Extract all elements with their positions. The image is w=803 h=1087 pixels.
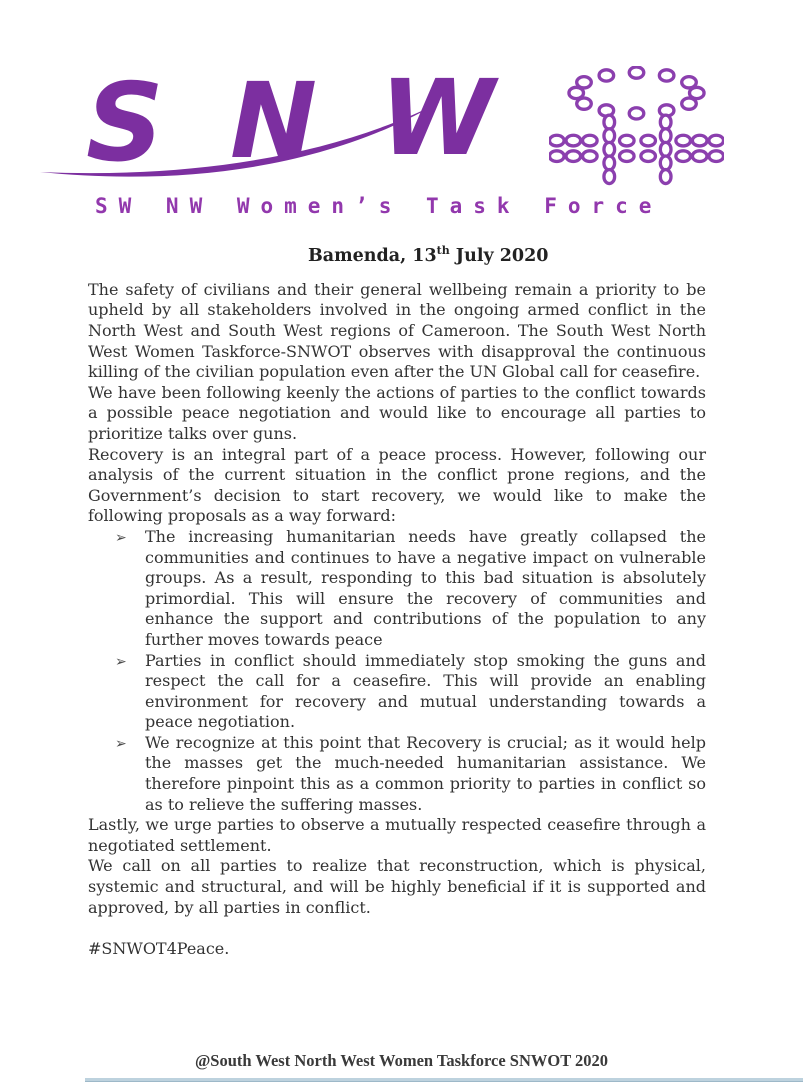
dateline-ordinal: th: [436, 244, 450, 257]
arrow-bullet-icon: ➢: [115, 653, 127, 670]
arrow-bullet-icon: ➢: [115, 735, 127, 752]
paragraph: We have been following keenly the actions of parties to the conflict towards a possible peace negotiation and would like to encourage all parties to prioritize talks over guns.: [88, 382, 706, 443]
dateline-prefix: Bamenda, 13: [308, 245, 437, 266]
letterhead: [0, 64, 803, 218]
document-page: [0, 64, 803, 1087]
footer-rule: [85, 1078, 803, 1082]
chain-emblem-svg: [549, 66, 724, 188]
chain-emblem-icon: [549, 66, 724, 188]
bullet-text: Parties in conflict should immediately stop smoking the guns and respect the call for a ceasefire. This will provide an enabling environment for recovery and mutual understanding towards a peace negotiation.: [145, 650, 706, 732]
paragraph: We call on all parties to realize that reconstruction, which is physical, systemic and structural, and will be highly beneficial if it is supported and approved, by all parties in conflict.: [88, 856, 706, 917]
org-tagline: SW NW Women’s Task Force: [95, 194, 663, 218]
statement-body: [0, 280, 803, 960]
paragraph: The safety of civilians and their general wellbeing remain a priority to be upheld by all stakeholders involved in the ongoing armed conflict in the North West and South West regions of Cameroon. The South West North West Women Taskforce-SNWOT observes with disapproval the continuous killing of the civilian population even after the UN Global call for ceasefire.: [88, 279, 706, 382]
svg-text:W: W: [380, 64, 495, 179]
arrow-bullet-icon: ➢: [115, 529, 127, 546]
dateline-suffix: July 2020: [449, 245, 549, 266]
bullet-item: [115, 733, 706, 815]
dateline: [0, 244, 803, 266]
paragraph: Recovery is an integral part of a peace process. However, following our analysis of the current situation in the conflict prone regions, and the Government’s decision to start recovery, we would like to make the following proposals as a way forward:: [88, 444, 706, 526]
paragraph: Lastly, we urge parties to observe a mutually respected ceasefire through a negotiated settlement.: [88, 815, 706, 855]
snw-script-svg: [38, 64, 543, 186]
snwot-logo: [38, 64, 803, 188]
svg-text:S: S: [86, 64, 164, 186]
bullet-item: [115, 651, 706, 733]
bullet-text: The increasing humanitarian needs have greatly collapsed the communities and continues to have a negative impact on vulnerable groups. As a result, responding to this bad situation is absolutely primordial. This will ensure the recovery of communities and enhance the support and contributions of the population to any further moves towards peace: [145, 526, 706, 649]
snw-script-logo: [38, 64, 543, 186]
bullet-item: [115, 527, 706, 651]
bullet-text: We recognize at this point that Recovery is crucial; as it would help the masses get the much-needed humanitarian assistance. We therefore pinpoint this as a common priority to parties in conflict so as to relieve the suffering masses.: [145, 732, 706, 814]
svg-text:N: N: [230, 64, 318, 182]
footer-credit: @South West North West Women Taskforce SNWOT 2020: [194, 1051, 609, 1070]
hashtag-line: #SNWOT4Peace.: [88, 939, 230, 959]
